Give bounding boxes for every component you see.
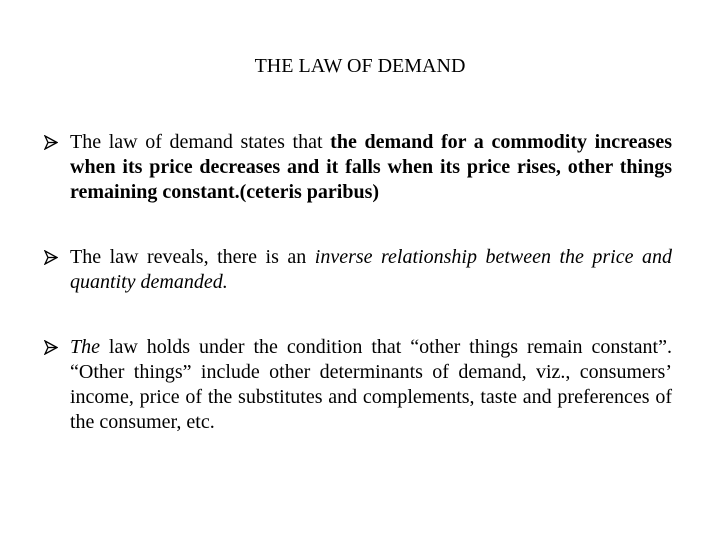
bullet-item-2 <box>44 245 672 295</box>
bullet-2-text-normal: The law reveals, there is an <box>70 246 315 268</box>
bullet-item-3 <box>44 335 672 435</box>
slide-title-text: THE LAW OF DEMAND <box>254 55 466 77</box>
bullet-3-text-normal: law holds under the condition that “other things remain constant”. “Other things” include other determinants of demand, viz., consumers’ income, price of the substitutes and complements, taste and preferences of the consumer, etc. <box>70 336 672 433</box>
bullet-list <box>44 130 672 435</box>
bullet-item-1 <box>44 130 672 205</box>
bullet-1-text-normal: The law of demand states that <box>70 131 331 153</box>
slide-title <box>0 55 720 78</box>
arrow-bullet-icon <box>44 340 58 355</box>
arrow-bullet-icon <box>44 250 58 265</box>
bullet-2-text-italic: inverse relationship between the price and quantity demanded. <box>70 246 672 293</box>
bullet-1-text-bold: the demand for a commodity increases when its price decreases and it falls when its price rises, other things remaining constant.(ceteris paribus) <box>70 131 673 203</box>
bullet-3-text-italic: The <box>70 336 100 358</box>
arrow-bullet-icon <box>44 135 58 150</box>
